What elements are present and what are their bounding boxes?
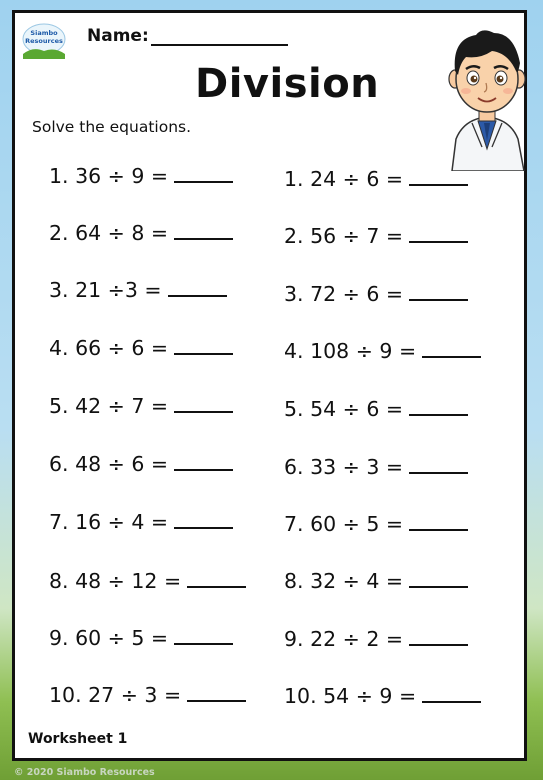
equation-left-6 xyxy=(49,451,233,476)
answer-blank[interactable] xyxy=(174,509,233,529)
equation-text: 10. 54 ÷ 9 = xyxy=(284,684,417,708)
equation-text: 1. 24 ÷ 6 = xyxy=(284,167,404,191)
answer-blank[interactable] xyxy=(422,338,481,358)
answer-blank[interactable] xyxy=(409,454,468,474)
scientist-boy-illustration xyxy=(442,19,532,171)
equation-left-8 xyxy=(49,568,246,593)
equation-text: 7. 60 ÷ 5 = xyxy=(284,512,404,536)
answer-blank[interactable] xyxy=(174,220,233,240)
instructions: Solve the equations. xyxy=(32,118,192,136)
equation-right-6 xyxy=(284,454,468,479)
answer-blank[interactable] xyxy=(174,335,233,355)
equation-right-3 xyxy=(284,281,468,306)
answer-blank[interactable] xyxy=(422,683,481,703)
equation-text: 7. 16 ÷ 4 = xyxy=(49,510,169,534)
logo-text xyxy=(21,29,67,45)
equation-left-2 xyxy=(49,220,233,245)
logo-line-2: Resources xyxy=(25,37,63,45)
answer-blank[interactable] xyxy=(409,223,468,243)
answer-blank[interactable] xyxy=(174,451,233,471)
equation-text: 2. 56 ÷ 7 = xyxy=(284,224,404,248)
answer-blank[interactable] xyxy=(409,511,468,531)
answer-blank[interactable] xyxy=(409,281,468,301)
answer-blank[interactable] xyxy=(187,568,246,588)
equation-text: 5. 54 ÷ 6 = xyxy=(284,397,404,421)
answer-blank[interactable] xyxy=(409,568,468,588)
logo-line-1: Siambo xyxy=(30,29,58,37)
equation-left-7 xyxy=(49,509,233,534)
equation-right-9 xyxy=(284,626,468,651)
page-title: Division xyxy=(195,61,380,107)
siambo-logo xyxy=(21,21,67,61)
equation-text: 6. 33 ÷ 3 = xyxy=(284,455,404,479)
equation-right-8 xyxy=(284,568,468,593)
answer-blank[interactable] xyxy=(168,277,227,297)
name-label: Name: xyxy=(87,26,149,46)
equation-text: 9. 60 ÷ 5 = xyxy=(49,626,169,650)
equation-left-10 xyxy=(49,682,246,707)
equation-text: 6. 48 ÷ 6 = xyxy=(49,452,169,476)
equation-text: 4. 108 ÷ 9 = xyxy=(284,339,417,363)
answer-blank[interactable] xyxy=(174,163,233,183)
name-field[interactable] xyxy=(151,44,288,46)
equation-text: 2. 64 ÷ 8 = xyxy=(49,221,169,245)
equation-text: 10. 27 ÷ 3 = xyxy=(49,683,182,707)
equation-left-5 xyxy=(49,393,233,418)
equation-left-1 xyxy=(49,163,233,188)
equation-right-10 xyxy=(284,683,481,708)
equation-left-3 xyxy=(49,277,227,302)
answer-blank[interactable] xyxy=(174,625,233,645)
equation-left-9 xyxy=(49,625,233,650)
answer-blank[interactable] xyxy=(409,626,468,646)
answer-blank[interactable] xyxy=(409,166,468,186)
worksheet-page xyxy=(12,10,527,761)
equation-text: 1. 36 ÷ 9 = xyxy=(49,164,169,188)
equation-text: 8. 48 ÷ 12 = xyxy=(49,569,182,593)
equation-right-7 xyxy=(284,511,468,536)
equation-right-5 xyxy=(284,396,468,421)
answer-blank[interactable] xyxy=(187,682,246,702)
worksheet-label: Worksheet 1 xyxy=(28,731,128,747)
equation-left-4 xyxy=(49,335,233,360)
equation-text: 3. 72 ÷ 6 = xyxy=(284,282,404,306)
equation-text: 9. 22 ÷ 2 = xyxy=(284,627,404,651)
answer-blank[interactable] xyxy=(174,393,233,413)
answer-blank[interactable] xyxy=(409,396,468,416)
equation-right-2 xyxy=(284,223,468,248)
equation-text: 5. 42 ÷ 7 = xyxy=(49,394,169,418)
equation-text: 3. 21 ÷3 = xyxy=(49,278,162,302)
equation-right-1 xyxy=(284,166,468,191)
copyright-notice: © 2020 Siambo Resources xyxy=(14,767,155,778)
equation-right-4 xyxy=(284,338,481,363)
equation-text: 4. 66 ÷ 6 = xyxy=(49,336,169,360)
equation-text: 8. 32 ÷ 4 = xyxy=(284,569,404,593)
